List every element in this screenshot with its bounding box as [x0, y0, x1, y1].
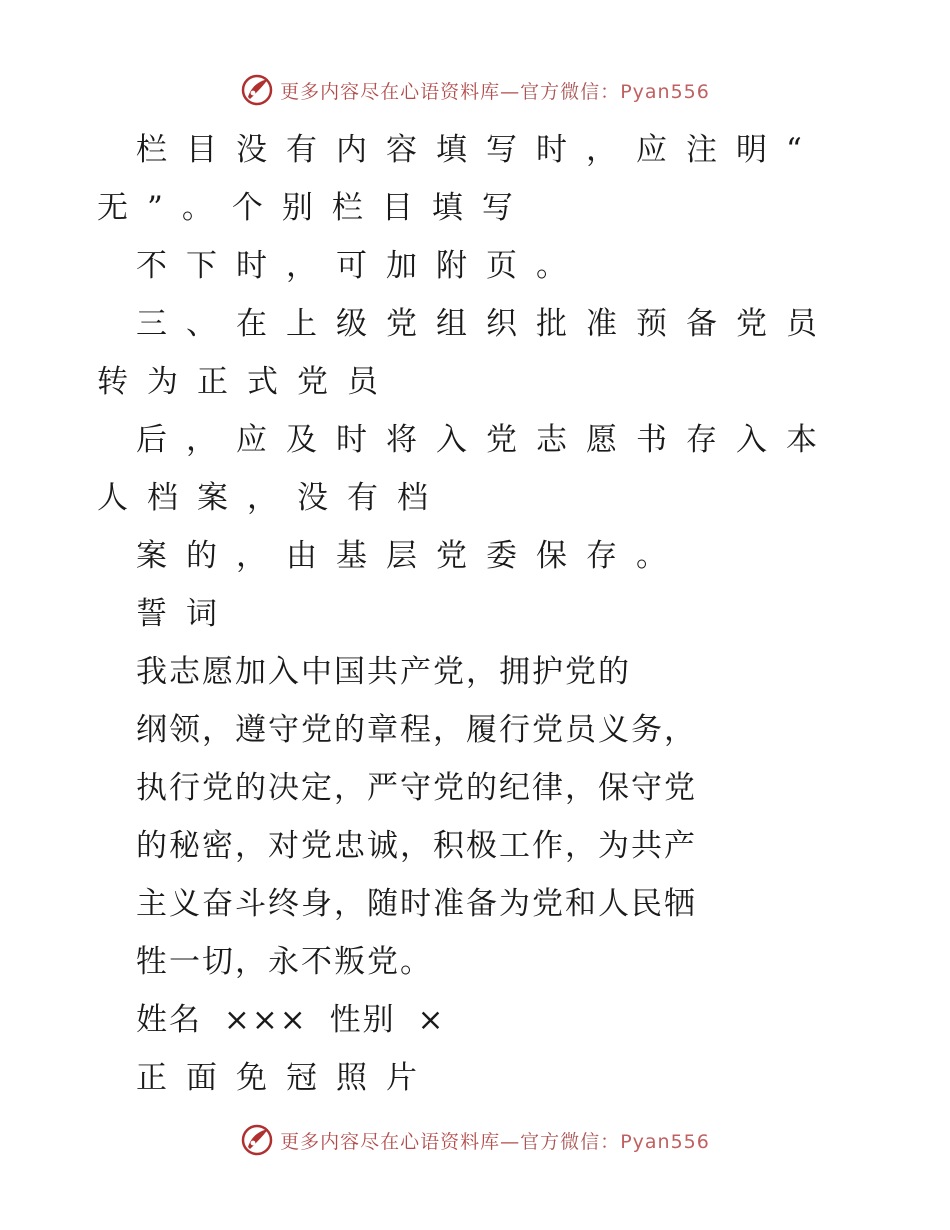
- oath-line: 的秘密，对党忠诚，积极工作，为共产: [136, 828, 697, 864]
- section-heading: 誓词: [136, 596, 236, 632]
- oath-line: 我志愿加入中国共产党，拥护党的: [136, 654, 631, 690]
- footer-wechat-label: 官方微信：: [520, 1130, 621, 1153]
- footer-banner-text: [280, 1127, 710, 1154]
- brand-logo-icon: [240, 73, 274, 107]
- footer-dash: —: [500, 1130, 521, 1153]
- oath-line: 执行党的决定，严守党的纪律，保守党: [136, 770, 697, 806]
- photo-label: 正面免冠照片: [136, 1060, 436, 1096]
- body-line: 转为正式党员: [97, 364, 397, 400]
- body-line: 不下时，可加附页。: [136, 248, 586, 284]
- header-watermark-banner: [0, 70, 950, 110]
- body-line: 栏目没有内容填写时，应注明“: [136, 132, 821, 168]
- body-line: 人档案，没有档: [97, 480, 447, 516]
- header-banner-text: [280, 77, 710, 104]
- name-gender-line: 姓名 ××× 性别 ×: [136, 1002, 446, 1038]
- header-wechat-label: 官方微信：: [520, 80, 621, 103]
- header-wechat-id: Pyan556: [620, 80, 710, 103]
- oath-line: 主义奋斗终身，随时准备为党和人民牺: [136, 886, 697, 922]
- footer-watermark-banner: [0, 1120, 950, 1160]
- footer-wechat-id: Pyan556: [620, 1130, 710, 1153]
- body-line: 三、在上级党组织批准预备党员: [136, 306, 836, 342]
- body-line: 案的，由基层党委保存。: [136, 538, 686, 574]
- oath-line: 牲一切，永不叛党。: [136, 944, 433, 980]
- header-brand: 更多内容尽在心语资料库: [280, 80, 501, 103]
- footer-brand: 更多内容尽在心语资料库: [280, 1130, 501, 1153]
- body-line: 后，应及时将入党志愿书存入本: [136, 422, 836, 458]
- brand-logo-icon: [240, 1123, 274, 1157]
- header-dash: —: [500, 80, 521, 103]
- oath-line: 纲领，遵守党的章程，履行党员义务，: [136, 712, 697, 748]
- body-line: 无”。个别栏目填写: [97, 190, 532, 226]
